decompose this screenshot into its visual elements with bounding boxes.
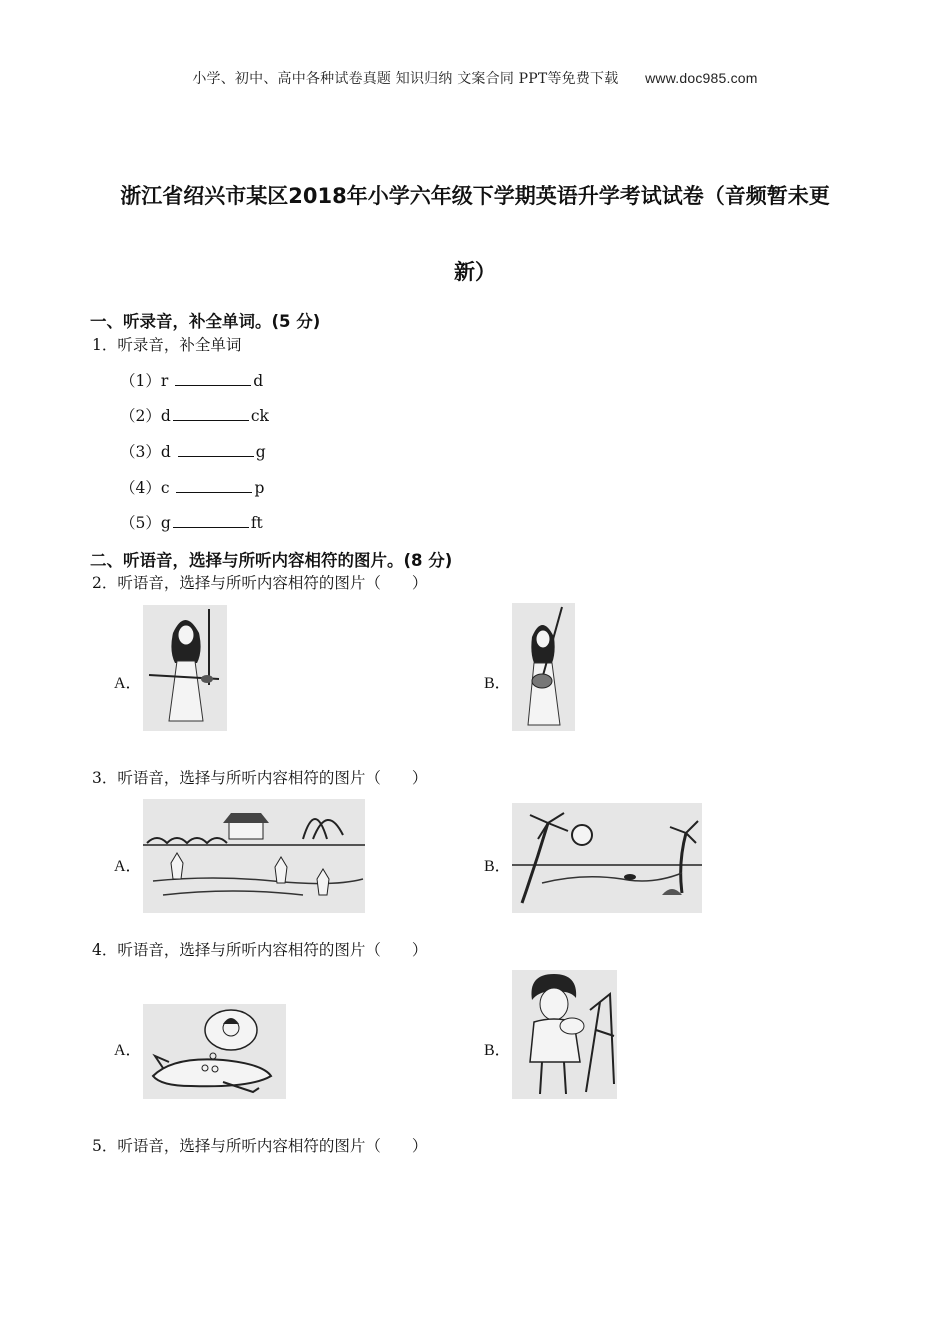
question-1-item-2 (120, 404, 269, 426)
item-suffix: ck (250, 407, 269, 425)
question-1-item-5 (120, 511, 263, 533)
page-header (0, 68, 950, 88)
question-3-option-a-label[interactable]: A． (114, 858, 142, 875)
answer-blank[interactable] (176, 478, 252, 493)
question-1-item-3 (120, 440, 266, 462)
item-suffix: g (255, 443, 266, 461)
answer-blank[interactable] (173, 406, 249, 421)
question-2-option-b-image[interactable] (512, 603, 575, 731)
question-2-option-b-label[interactable]: B． (484, 675, 511, 692)
item-number: （4） (120, 479, 161, 497)
question-5-stem: 5．听语音，选择与所听内容相符的图片（ ） (92, 1137, 428, 1155)
girl-playing-pipa-illustration (512, 603, 575, 731)
question-3-option-b-image[interactable] (512, 803, 702, 913)
boy-dreaming-of-airplane-illustration (143, 1004, 286, 1099)
page-title-line2: 新） (454, 260, 496, 284)
question-2-option-a-image[interactable] (143, 605, 227, 731)
beach-with-palm-trees-illustration (512, 803, 702, 913)
item-number: （5） (120, 514, 161, 532)
girl-playing-erhu-illustration (143, 605, 227, 731)
answer-blank[interactable] (175, 371, 251, 386)
item-number: （2） (120, 407, 161, 425)
question-1-stem: 1．听录音，补全单词 (92, 336, 242, 354)
question-4-stem: 4．听语音，选择与所听内容相符的图片（ ） (92, 941, 428, 959)
item-suffix: ft (250, 514, 263, 532)
question-4-option-a-image[interactable] (143, 1004, 286, 1099)
boy-painting-at-easel-illustration (512, 970, 617, 1099)
item-prefix: d (160, 407, 171, 425)
question-2-option-a-label[interactable]: A． (114, 675, 142, 692)
question-3-option-b-label[interactable]: B． (484, 858, 511, 875)
page-title-line1: 浙江省绍兴市某区2018年小学六年级下学期英语升学考试试卷（音频暂未更 (120, 184, 830, 208)
header-site[interactable]: www.doc985.com (645, 70, 758, 86)
item-prefix: d (160, 443, 176, 461)
question-4-option-a-label[interactable]: A． (114, 1042, 142, 1059)
item-number: （3） (120, 443, 161, 461)
question-4-option-b-label[interactable]: B． (484, 1042, 511, 1059)
item-prefix: r (160, 372, 174, 390)
question-1-item-4 (120, 476, 264, 498)
question-1-item-1 (120, 369, 263, 391)
item-number: （1） (120, 372, 161, 390)
answer-blank[interactable] (173, 513, 249, 528)
question-3-stem: 3．听语音，选择与所听内容相符的图片（ ） (92, 769, 428, 787)
item-suffix: p (254, 479, 265, 497)
question-3-option-a-image[interactable] (143, 799, 365, 913)
item-prefix: c (160, 479, 175, 497)
item-prefix: g (160, 514, 171, 532)
section-1-heading: 一、听录音，补全单词。(5 分) (90, 312, 321, 331)
section-2-heading: 二、听语音，选择与所听内容相符的图片。(8 分) (90, 551, 453, 570)
answer-blank[interactable] (178, 442, 254, 457)
question-4-option-b-image[interactable] (512, 970, 617, 1099)
item-suffix: d (253, 372, 264, 390)
question-2-stem: 2．听语音，选择与所听内容相符的图片（ ） (92, 574, 428, 592)
header-text: 小学、初中、高中各种试卷真题 知识归纳 文案合同 PPT等免费下载 (192, 71, 619, 87)
lake-with-bridge-and-pavilion-illustration (143, 799, 365, 913)
